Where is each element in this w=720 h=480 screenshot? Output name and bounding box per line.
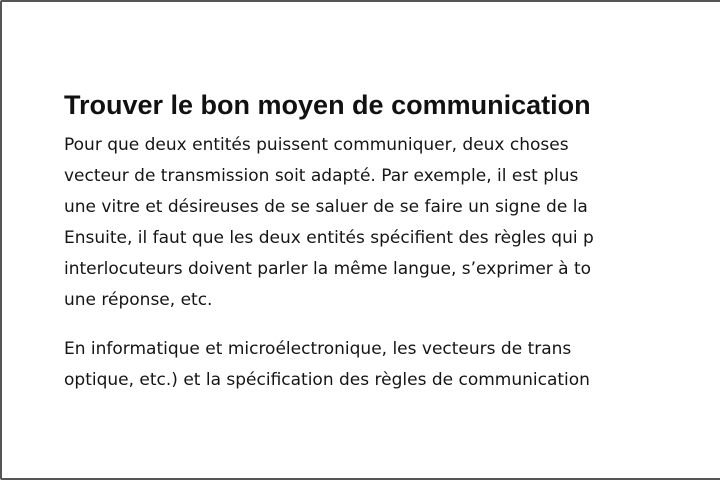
paragraph-line: une vitre et désireuses de se saluer de se faire un signe de la [64, 197, 588, 217]
paragraph-line: En informatique et microélectronique, les vecteurs de trans [64, 339, 572, 359]
paragraph-2 [64, 334, 720, 396]
paragraph-line: interlocuteurs doivent parler la même langue, s’exprimer à to [64, 259, 592, 279]
paragraph-1 [64, 130, 720, 316]
paragraph-line: optique, etc.) et la spécification des règles de communication [64, 370, 590, 390]
paragraph-line: Pour que deux entités puissent communiquer, deux choses [64, 135, 569, 155]
section-heading: Trouver le bon moyen de communication [64, 90, 591, 120]
document-content [64, 88, 720, 396]
paragraph-line: Ensuite, il faut que les deux entités spécifient des règles qui p [64, 228, 594, 248]
paragraph-line: une réponse, etc. [64, 290, 213, 310]
paragraph-line: vecteur de transmission soit adapté. Par exemple, il est plus [64, 166, 579, 186]
